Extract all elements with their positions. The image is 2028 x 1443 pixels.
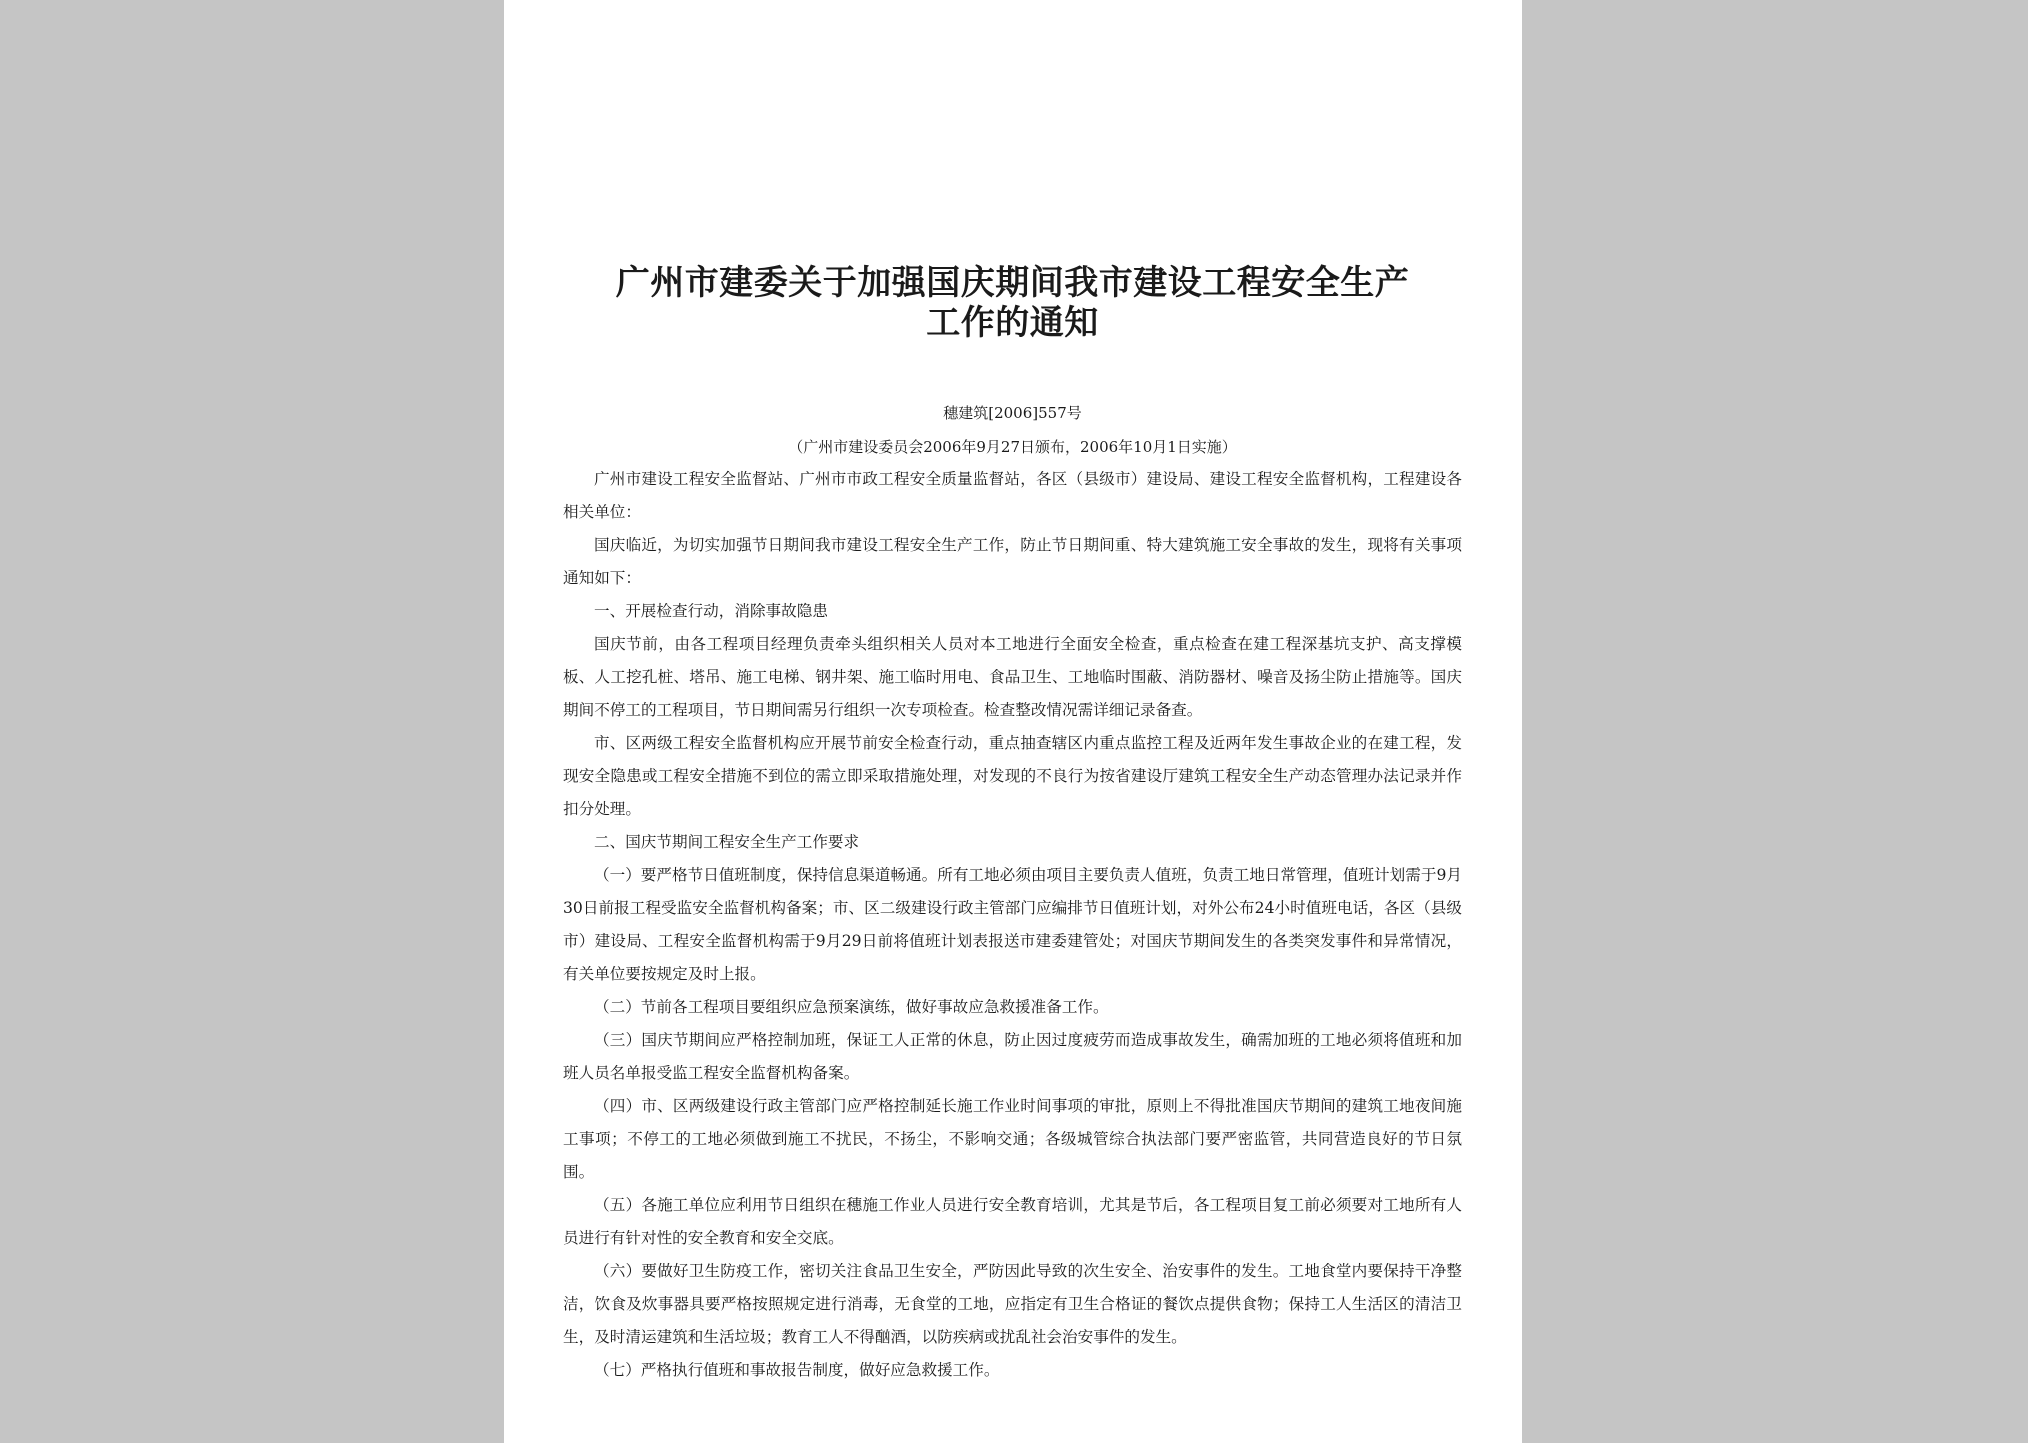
document-issue-info: （广州市建设委员会2006年9月27日颁布，2006年10月1日实施） (788, 438, 1237, 456)
title-line-2: 工作的通知 (926, 303, 1099, 343)
section-heading: 一、开展检查行动，消除事故隐患 (594, 602, 828, 620)
salutation: 广州市建设工程安全监督站、广州市市政工程安全质量监督站，各区（县级市）建设局、建设工程安全监督机构，工程建设各相关单位： (563, 470, 1462, 521)
paragraph: 市、区两级工程安全监督机构应开展节前安全检查行动，重点抽查辖区内重点监控工程及近两年发生事故企业的在建工程，发现安全隐患或工程安全措施不到位的需立即采取措施处理，对发现的不良行为按省建设厅建筑工程安全生产动态管理办法记录并作扣分处理。 (563, 734, 1462, 818)
document-page (504, 0, 1522, 1443)
paragraph: （三）国庆节期间应严格控制加班，保证工人正常的休息，防止因过度疲劳而造成事故发生，确需加班的工地必须将值班和加班人员名单报受监工程安全监督机构备案。 (563, 1031, 1462, 1082)
paragraph: （二）节前各工程项目要组织应急预案演练，做好事故应急救援准备工作。 (594, 998, 1109, 1016)
paragraph: （一）要严格节日值班制度，保持信息渠道畅通。所有工地必须由项目主要负责人值班，负责工地日常管理，值班计划需于9月30日前报工程受监安全监督机构备案；市、区二级建设行政主管部门应编排节日值班计划，对外公布24小时值班电话，各区（县级市）建设局、工程安全监督机构需于9月29日前将值班计划表报送市建委建管处；对国庆节期间发生的各类突发事件和异常情况，有关单位要按规定及时上报。 (563, 866, 1462, 983)
paragraph: （四）市、区两级建设行政主管部门应严格控制延长施工作业时间事项的审批，原则上不得批准国庆节期间的建筑工地夜间施工事项；不停工的工地必须做到施工不扰民，不扬尘，不影响交通；各级城管综合执法部门要严密监管，共同营造良好的节日氛围。 (563, 1097, 1462, 1181)
document-title (563, 263, 1462, 343)
paragraph: （七）严格执行值班和事故报告制度，做好应急救援工作。 (594, 1361, 1000, 1379)
paragraph: （六）要做好卫生防疫工作，密切关注食品卫生安全，严防因此导致的次生安全、治安事件的发生。工地食堂内要保持干净整洁，饮食及炊事器具要严格按照规定进行消毒，无食堂的工地，应指定有卫生合格证的餐饮点提供食物；保持工人生活区的清洁卫生，及时清运建筑和生活垃圾；教育工人不得酗酒，以防疾病或扰乱社会治安事件的发生。 (563, 1262, 1462, 1346)
section-heading: 二、国庆节期间工程安全生产工作要求 (594, 833, 860, 851)
paragraph: （五）各施工单位应利用节日组织在穗施工作业人员进行安全教育培训，尤其是节后，各工程项目复工前必须要对工地所有人员进行有针对性的安全教育和安全交底。 (563, 1196, 1462, 1247)
document-number: 穗建筑[2006]557号 (943, 404, 1082, 422)
title-line-1: 广州市建委关于加强国庆期间我市建设工程安全生产 (615, 263, 1410, 303)
paragraph: 国庆临近，为切实加强节日期间我市建设工程安全生产工作，防止节日期间重、特大建筑施工安全事故的发生，现将有关事项通知如下： (563, 536, 1462, 587)
paragraph: 国庆节前，由各工程项目经理负责牵头组织相关人员对本工地进行全面安全检查，重点检查在建工程深基坑支护、高支撑模板、人工挖孔桩、塔吊、施工电梯、钢井架、施工临时用电、食品卫生、工地临时围蔽、消防器材、噪音及扬尘防止措施等。国庆期间不停工的工程项目，节日期间需另行组织一次专项检查。检查整改情况需详细记录备查。 (563, 635, 1462, 719)
document-body (563, 463, 1462, 1387)
